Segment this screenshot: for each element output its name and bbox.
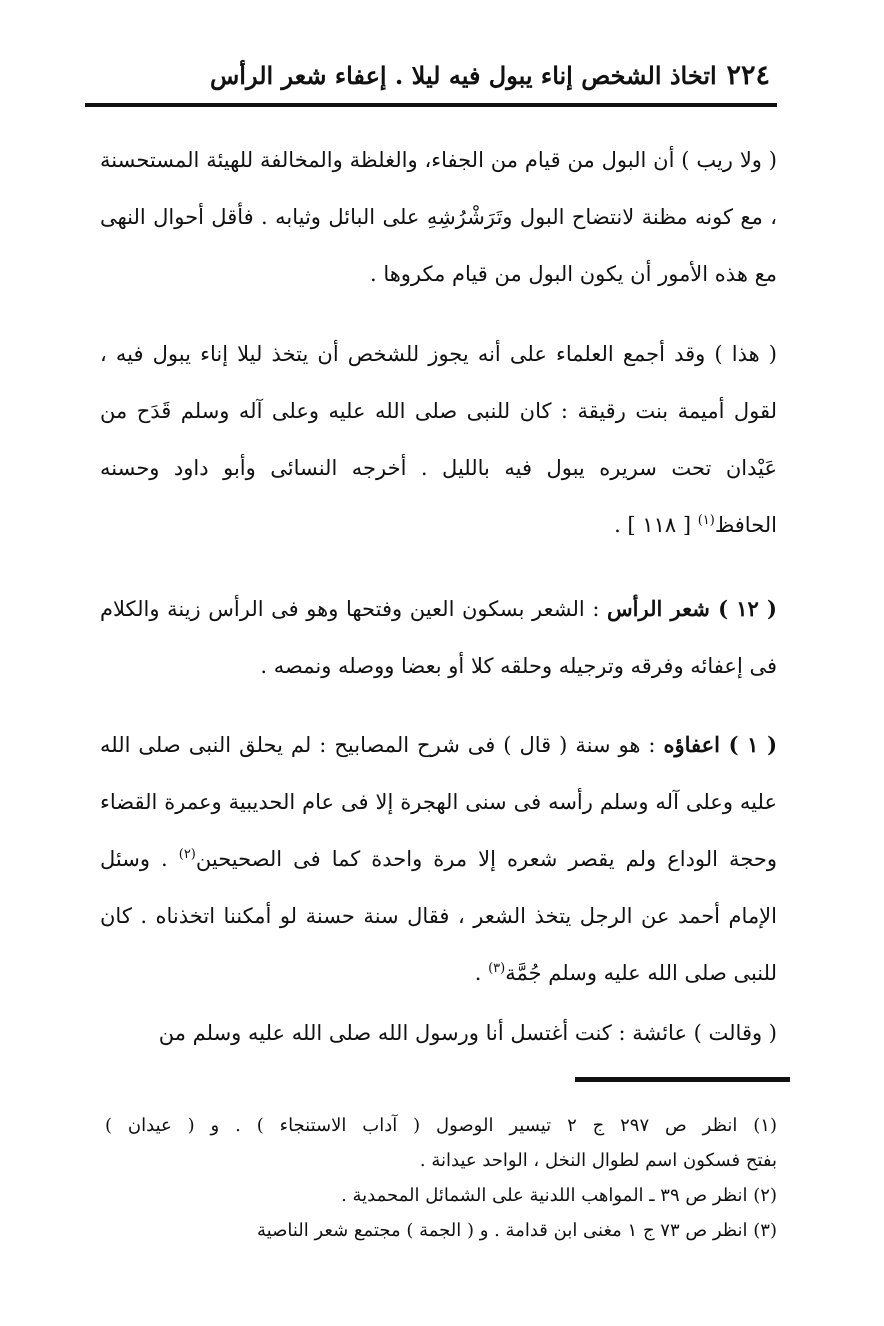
footnote-ref: (٣) — [488, 961, 506, 976]
footnote-ref: (٢) — [178, 847, 196, 862]
paragraph-tail: [ ١١٨ ] . — [614, 513, 698, 537]
paragraph-text: ( هذا ) وقد أجمع العلماء على أنه يجوز للشخص أن يتخذ ليلا إناء يبول فيه ، لقول أميمة بنت رقيقة : كان للنبى صلى الله عليه وعلى آله وسلم قَدَح من عَيْدان تحت سريره يبول فيه بالليل . أخرجه النسائى وأبو داود وحسنه الحافظ — [100, 342, 777, 537]
paragraph-letting-hair-grow — [100, 716, 777, 1002]
page-header — [210, 52, 770, 98]
footnote-1-continued: بفتح فسكون اسم لطوال النخل ، الواحد عيدانة . — [419, 1150, 777, 1171]
footnote-2: (٢) انظر ص ٣٩ ـ المواهب اللدنية على الشمائل المحمدية . — [341, 1185, 777, 1206]
paragraph-text: : الشعر بسكون العين وفتحها وهو فى الرأس زينة والكلام فى إعفائه وفرقه وترجيله وحلقه كلا أو بعضا ووصله ونمصه . — [100, 597, 777, 678]
paragraph-head-hair — [100, 580, 777, 695]
running-title: اتخاذ الشخص إناء يبول فيه ليلا . إعفاء شعر الرأس — [210, 60, 717, 90]
footnote-3: (٣) انظر ص ٧٣ ج ١ مغنى ابن قدامة . و ( الجمة ) مجتمع شعر الناصية — [257, 1220, 777, 1241]
footnote-ref: (١) — [697, 513, 715, 528]
paragraph-text-continued: . وسئل الإمام أحمد عن الرجل يتخذ الشعر ، فقال سنة حسنة لو أمكننا اتخذناه . كان للنبى صلى الله عليه وسلم جُمَّة — [100, 847, 777, 985]
paragraph-aisha — [100, 1005, 777, 1062]
paragraph-text: ( وقالت ) عائشة : كنت أغتسل أنا ورسول الله صلى الله عليه وسلم من — [158, 1021, 777, 1045]
paragraph-text: : هو سنة ( قال ) فى شرح المصابيح : لم يحلق النبى صلى الله عليه وعلى آله وسلم رأسه فى سنى الهجرة إلا فى عام الحديبية وعمرة القضاء وحجة الوداع ولم يقصر شعره إلا مرة واحدة كما فى الصحيحين — [100, 733, 777, 871]
page-number: ٢٢٤ — [726, 59, 770, 91]
footnotes — [105, 1108, 777, 1248]
footnote-rule — [575, 1077, 790, 1082]
header-rule — [85, 103, 777, 107]
subsection-heading: ( ١ ) اعفاؤه — [663, 732, 778, 757]
paragraph-text: ( ولا ريب ) أن البول من قيام من الجفاء، والغلظة والمخالفة للهيئة المستحسنة ، مع كونه مظنة لانتضاح البول وتَرَشْرُشِهِ على البائل وثيابه . فأقل أحوال النهى مع هذه الأمور أن يكون البول من قيام مكروها . — [100, 148, 777, 286]
paragraph-tail: . — [474, 961, 489, 985]
paragraph-urination-standing — [100, 132, 777, 303]
footnote-1: (١) انظر ص ٢٩٧ ج ٢ تيسير الوصول ( آداب الاستنجاء ) . و ( عيدان ) — [105, 1115, 777, 1136]
paragraph-night-vessel — [100, 326, 777, 554]
section-heading: ( ١٢ ) شعر الرأس — [607, 596, 777, 621]
